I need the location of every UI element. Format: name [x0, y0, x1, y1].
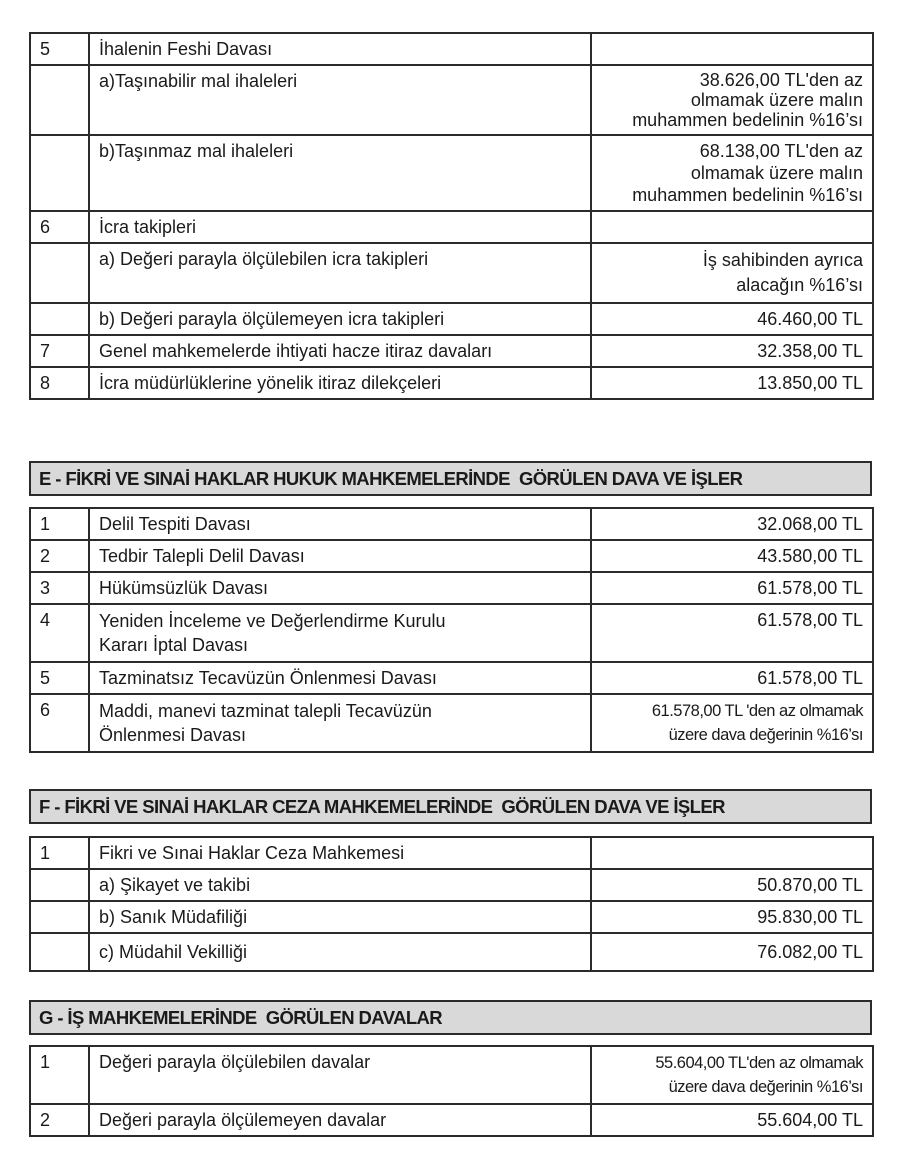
row-number: 1 [30, 1046, 89, 1104]
row-fee: 61.578,00 TL 'den az olmamak üzere dava değerinin %16’sı [591, 694, 873, 752]
row-number: 6 [30, 211, 89, 243]
table-row [30, 303, 873, 335]
table-row [30, 1046, 873, 1104]
row-description: Tazminatsız Tecavüzün Önlenmesi Davası [89, 662, 591, 694]
fee-table-d [29, 32, 874, 400]
table-row [30, 604, 873, 662]
row-fee: 61.578,00 TL [591, 572, 873, 604]
row-number: 5 [30, 662, 89, 694]
row-fee: 55.604,00 TL'den az olmamak üzere dava değerinin %16’sı [591, 1046, 873, 1104]
section-f-header: F - FİKRİ VE SINAİ HAKLAR CEZA MAHKEMELERİNDE GÖRÜLEN DAVA VE İŞLER [29, 789, 872, 824]
row-number: 7 [30, 335, 89, 367]
fee-table-e [29, 507, 874, 753]
row-number [30, 933, 89, 971]
row-fee: 68.138,00 TL'den az olmamak üzere malın muhammen bedelinin %16’sı [591, 135, 873, 211]
row-fee: 76.082,00 TL [591, 933, 873, 971]
table-row [30, 1104, 873, 1136]
row-description: Değeri parayla ölçülemeyen davalar [89, 1104, 591, 1136]
table-row [30, 65, 873, 135]
row-fee: 43.580,00 TL [591, 540, 873, 572]
row-description: İcra müdürlüklerine yönelik itiraz dilekçeleri [89, 367, 591, 399]
row-fee: 55.604,00 TL [591, 1104, 873, 1136]
row-number: 1 [30, 837, 89, 869]
table-row [30, 837, 873, 869]
table-row [30, 572, 873, 604]
table-row [30, 869, 873, 901]
table-row [30, 135, 873, 211]
row-fee: 32.358,00 TL [591, 335, 873, 367]
row-number: 2 [30, 540, 89, 572]
row-number [30, 303, 89, 335]
row-description: c) Müdahil Vekilliği [89, 933, 591, 971]
row-number: 5 [30, 33, 89, 65]
section-e-header: E - FİKRİ VE SINAİ HAKLAR HUKUK MAHKEMELERİNDE GÖRÜLEN DAVA VE İŞLER [29, 461, 872, 496]
row-fee: 61.578,00 TL [591, 662, 873, 694]
table-row [30, 367, 873, 399]
row-number [30, 901, 89, 933]
row-description: İcra takipleri [89, 211, 591, 243]
row-description: Delil Tespiti Davası [89, 508, 591, 540]
row-fee: 61.578,00 TL [591, 604, 873, 662]
section-g-header: G - İŞ MAHKEMELERİNDE GÖRÜLEN DAVALAR [29, 1000, 872, 1035]
row-number: 6 [30, 694, 89, 752]
row-fee [591, 211, 873, 243]
table-row [30, 662, 873, 694]
row-description: Hükümsüzlük Davası [89, 572, 591, 604]
row-fee: 46.460,00 TL [591, 303, 873, 335]
table-row [30, 933, 873, 971]
row-fee: 38.626,00 TL'den az olmamak üzere malın muhammen bedelinin %16’sı [591, 65, 873, 135]
row-fee [591, 837, 873, 869]
row-description: b)Taşınmaz mal ihaleleri [89, 135, 591, 211]
table-row [30, 33, 873, 65]
row-description: a) Değeri parayla ölçülebilen icra takipleri [89, 243, 591, 303]
row-number [30, 869, 89, 901]
table-row [30, 694, 873, 752]
row-description: Fikri ve Sınai Haklar Ceza Mahkemesi [89, 837, 591, 869]
row-number [30, 243, 89, 303]
table-row [30, 508, 873, 540]
row-fee: 95.830,00 TL [591, 901, 873, 933]
row-fee: 32.068,00 TL [591, 508, 873, 540]
row-description: a)Taşınabilir mal ihaleleri [89, 65, 591, 135]
row-number: 1 [30, 508, 89, 540]
row-number: 3 [30, 572, 89, 604]
row-description: İhalenin Feshi Davası [89, 33, 591, 65]
row-description: Maddi, manevi tazminat talepli Tecavüzün Önlenmesi Davası [89, 694, 591, 752]
table-row [30, 901, 873, 933]
table-row [30, 211, 873, 243]
row-description: Tedbir Talepli Delil Davası [89, 540, 591, 572]
row-description: Değeri parayla ölçülebilen davalar [89, 1046, 591, 1104]
fee-table-g [29, 1045, 874, 1137]
row-fee: 50.870,00 TL [591, 869, 873, 901]
row-fee [591, 33, 873, 65]
row-fee: 13.850,00 TL [591, 367, 873, 399]
table-row [30, 243, 873, 303]
row-number: 4 [30, 604, 89, 662]
row-description: b) Değeri parayla ölçülemeyen icra takipleri [89, 303, 591, 335]
row-description: Yeniden İnceleme ve Değerlendirme Kurulu Kararı İptal Davası [89, 604, 591, 662]
row-number [30, 65, 89, 135]
row-number [30, 135, 89, 211]
row-number: 8 [30, 367, 89, 399]
table-row [30, 540, 873, 572]
row-description: b) Sanık Müdafiliği [89, 901, 591, 933]
row-number: 2 [30, 1104, 89, 1136]
row-fee: İş sahibinden ayrıca alacağın %16’sı [591, 243, 873, 303]
row-description: a) Şikayet ve takibi [89, 869, 591, 901]
row-description: Genel mahkemelerde ihtiyati hacze itiraz davaları [89, 335, 591, 367]
table-row [30, 335, 873, 367]
fee-table-f [29, 836, 874, 972]
